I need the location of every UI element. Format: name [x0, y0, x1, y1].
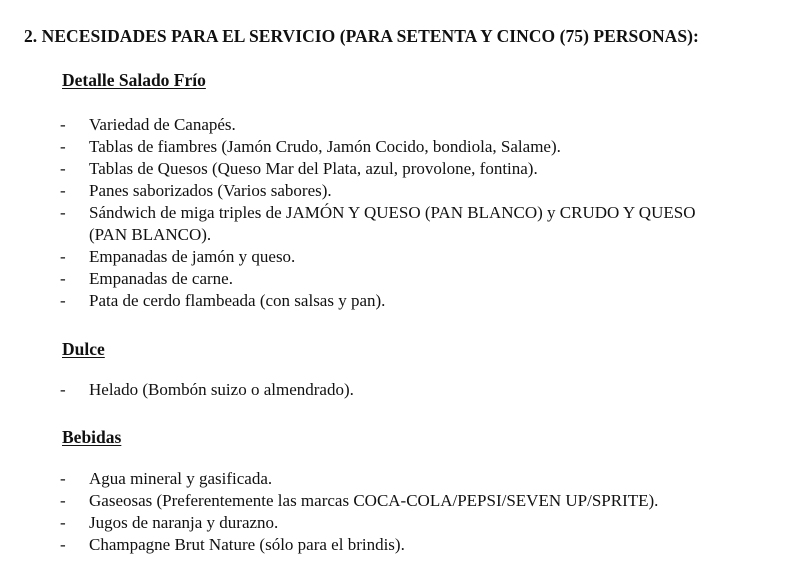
bullet-dash: -	[60, 159, 66, 178]
list-item: - Champagne Brut Nature (sólo para el brindis).	[60, 535, 405, 554]
bullet-dash: -	[60, 203, 66, 222]
section-title-bebidas: Bebidas	[62, 427, 122, 447]
list-salado-frio	[60, 114, 695, 312]
list-item: - Agua mineral y gasificada.	[60, 469, 273, 488]
bullet-dash: -	[60, 491, 66, 510]
list-item: - Helado (Bombón suizo o almendrado).	[60, 380, 354, 399]
section-title-salado-frio: Detalle Salado Frío	[62, 70, 206, 90]
bullet-dash: -	[60, 247, 66, 266]
list-item: - Jugos de naranja y durazno.	[60, 513, 279, 532]
list-item: - Tablas de fiambres (Jamón Crudo, Jamón Cocido, bondiola, Salame).	[60, 137, 561, 156]
list-item: - Empanadas de carne.	[60, 269, 233, 288]
bullet-dash: -	[60, 269, 66, 288]
section-heading: 2. NECESIDADES PARA EL SERVICIO (PARA SETENTA Y CINCO (75) PERSONAS):	[24, 26, 699, 46]
list-item: - Sándwich de miga triples de JAMÓN Y QUESO (PAN BLANCO) y CRUDO Y QUESO (PAN BLANCO).	[60, 203, 696, 244]
bullet-dash: -	[60, 291, 66, 310]
bullet-dash: -	[60, 137, 66, 156]
list-bebidas	[60, 468, 658, 556]
list-item: - Tablas de Quesos (Queso Mar del Plata, azul, provolone, fontina).	[60, 159, 538, 178]
list-item: - Gaseosas (Preferentemente las marcas COCA-COLA/PEPSI/SEVEN UP/SPRITE).	[60, 491, 659, 510]
list-item: - Pata de cerdo flambeada (con salsas y pan).	[60, 291, 386, 310]
list-item: - Variedad de Canapés.	[60, 115, 236, 134]
list-item: - Empanadas de jamón y queso.	[60, 247, 296, 266]
bullet-dash: -	[60, 181, 66, 200]
list-dulce	[60, 379, 354, 401]
bullet-dash: -	[60, 469, 66, 488]
list-item-continuation: (PAN BLANCO).	[89, 225, 212, 244]
list-item: - Panes saborizados (Varios sabores).	[60, 181, 332, 200]
bullet-dash: -	[60, 513, 66, 532]
bullet-dash: -	[60, 380, 66, 399]
bullet-dash: -	[60, 115, 66, 134]
section-title-dulce: Dulce	[62, 339, 105, 359]
bullet-dash: -	[60, 535, 66, 554]
